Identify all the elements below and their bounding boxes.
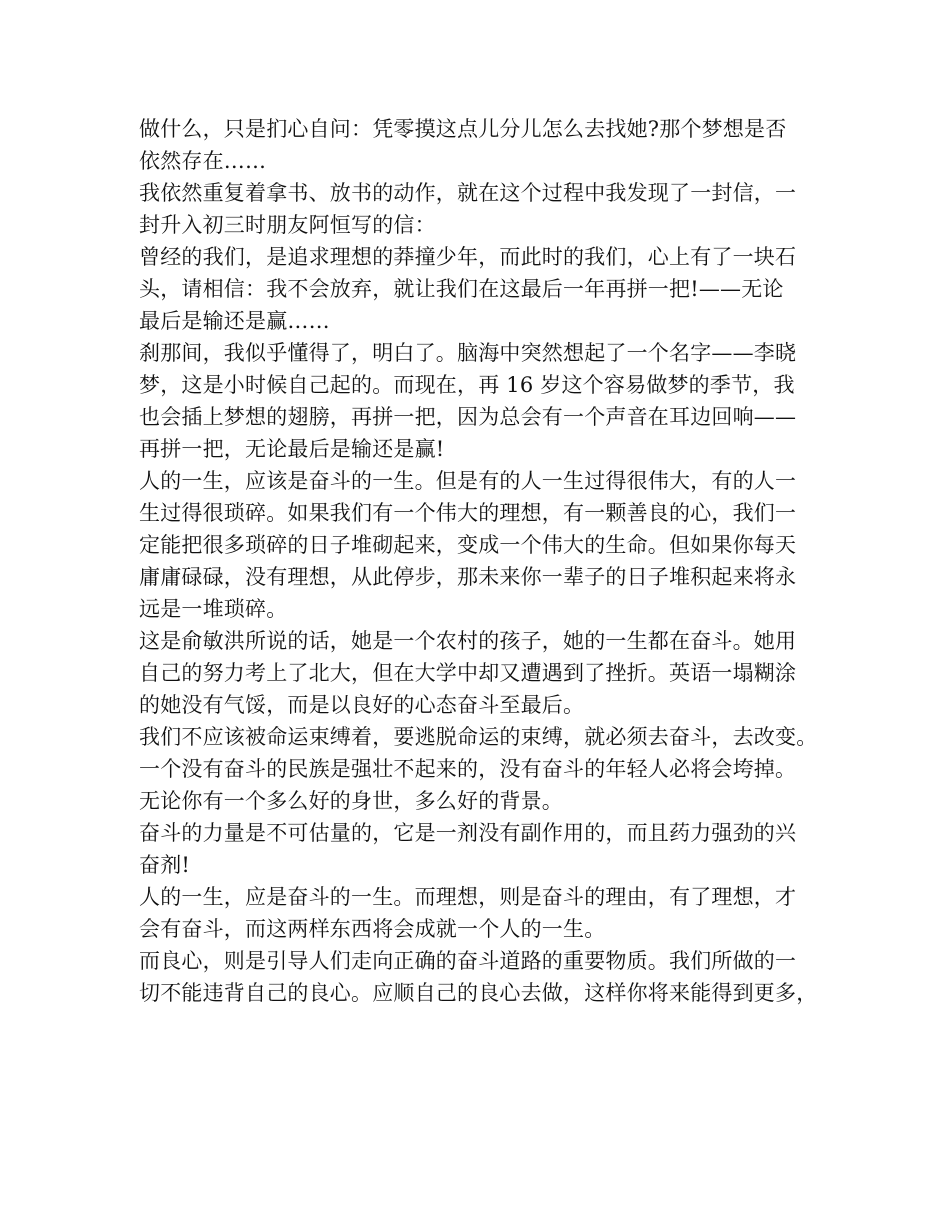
text-line: 依然存在…… bbox=[139, 149, 267, 173]
text-line: 定能把很多琐碎的日子堆砌起来，变成一个伟大的生命。但如果你每天 bbox=[139, 533, 797, 557]
text-line: 奋斗的力量是不可估量的，它是一剂没有副作用的，而且药力强劲的兴 bbox=[139, 821, 797, 845]
text-line: 庸庸碌碌，没有理想，从此停步，那未来你一辈子的日子堆积起来将永 bbox=[139, 565, 797, 589]
text-line: 一个没有奋斗的民族是强壮不起来的，没有奋斗的年轻人必将会垮掉。 bbox=[139, 757, 797, 781]
text-line: 远是一堆琐碎。 bbox=[139, 597, 288, 621]
text-line: 这是俞敏洪所说的话，她是一个农村的孩子，她的一生都在奋斗。她用 bbox=[139, 629, 797, 653]
text-line: 会有奋斗，而这两样东西将会成就一个人的一生。 bbox=[139, 917, 606, 941]
text-line: 梦，这是小时候自己起的。而现在，再 16 岁这个容易做梦的季节，我 bbox=[139, 373, 795, 397]
text-line: 刹那间，我似乎懂得了，明白了。脑海中突然想起了一个名字——李晓 bbox=[139, 341, 797, 365]
text-line: 我们不应该被命运束缚着，要逃脱命运的束缚，就必须去奋斗，去改变。 bbox=[139, 725, 818, 749]
text-line: 奋剂! bbox=[139, 853, 191, 877]
text-line: 生过得很琐碎。如果我们有一个伟大的理想，有一颗善良的心，我们一 bbox=[139, 501, 797, 525]
text-line: 我依然重复着拿书、放书的动作，就在这个过程中我发现了一封信，一 bbox=[139, 181, 797, 205]
text-line: 再拼一把，无论最后是输还是赢! bbox=[139, 437, 445, 461]
text-line: 人的一生，应是奋斗的一生。而理想，则是奋斗的理由，有了理想，才 bbox=[139, 885, 797, 909]
text-line: 的她没有气馁，而是以良好的心态奋斗至最后。 bbox=[139, 693, 585, 717]
text-line: 最后是输还是赢…… bbox=[139, 309, 330, 333]
text-line: 自己的努力考上了北大，但在大学中却又遭遇到了挫折。英语一塌糊涂 bbox=[139, 661, 797, 685]
text-body bbox=[139, 113, 819, 1009]
text-line: 而良心，则是引导人们走向正确的奋斗道路的重要物质。我们所做的一 bbox=[139, 949, 797, 973]
text-line: 人的一生，应该是奋斗的一生。但是有的人一生过得很伟大，有的人一 bbox=[139, 469, 797, 493]
text-line: 切不能违背自己的良心。应顺自己的良心去做，这样你将来能得到更多， bbox=[139, 981, 818, 1005]
text-line: 头，请相信：我不会放弃，就让我们在这最后一年再拼一把!——无论 bbox=[139, 277, 784, 301]
text-line: 曾经的我们，是追求理想的莽撞少年，而此时的我们，心上有了一块石 bbox=[139, 245, 797, 269]
text-line: 也会插上梦想的翅膀，再拼一把，因为总会有一个声音在耳边回响—— bbox=[139, 405, 797, 429]
text-line: 封升入初三时朋友阿恒写的信： bbox=[139, 213, 436, 237]
text-line: 无论你有一个多么好的身世，多么好的背景。 bbox=[139, 789, 563, 813]
text-line: 做什么，只是扪心自问：凭零摸这点儿分儿怎么去找她?那个梦想是否 bbox=[139, 117, 787, 141]
